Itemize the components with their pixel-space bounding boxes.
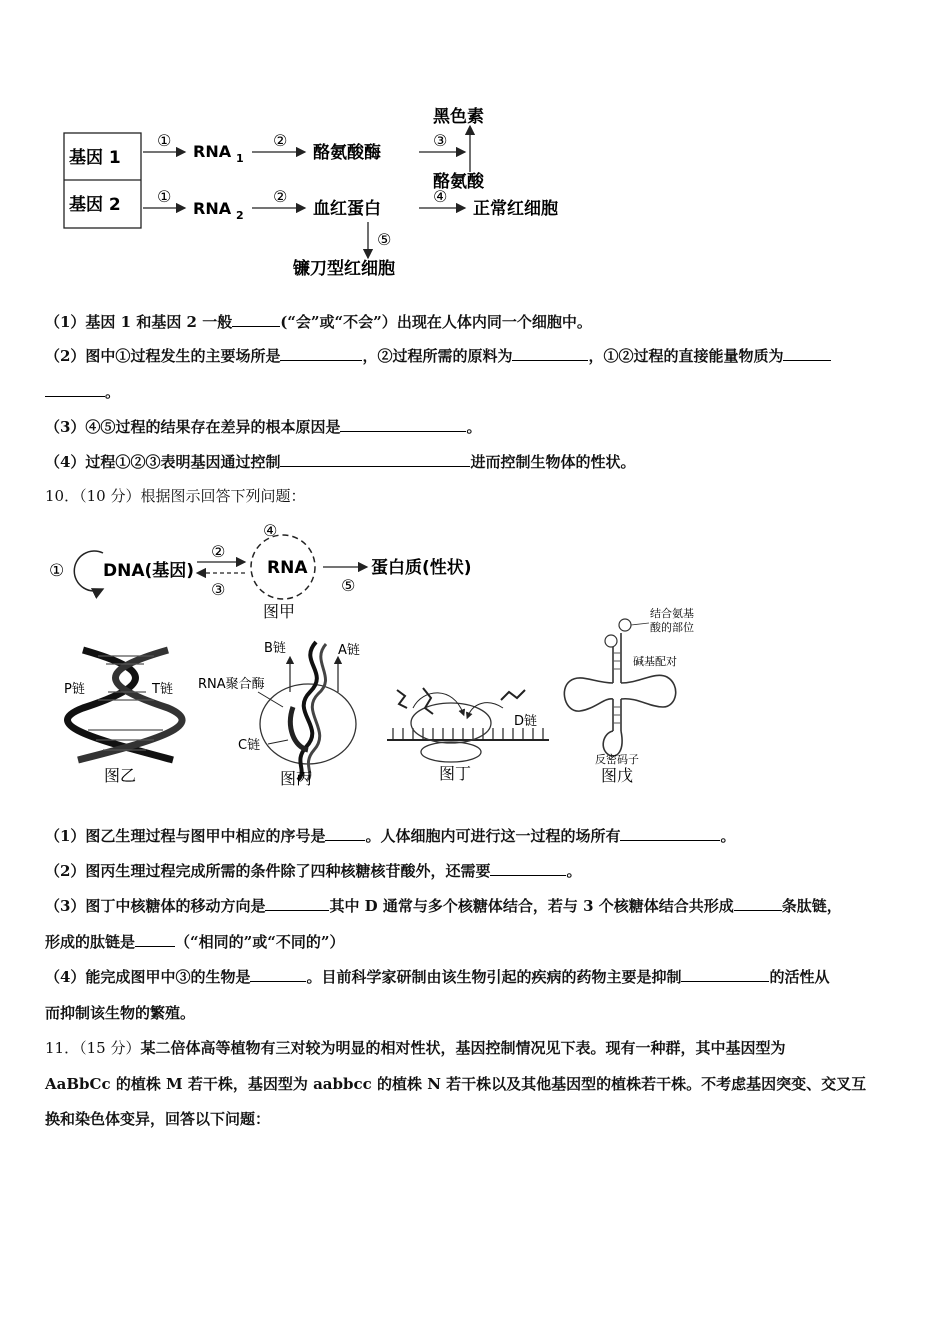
figure-ding	[383, 668, 553, 788]
fig-ding-d-chain: D链	[514, 714, 538, 729]
answer-blank[interactable]	[620, 826, 720, 841]
answer-blank[interactable]	[45, 382, 105, 397]
q9-part4: （4）过程①②③表明基因通过控制 进而控制生物体的性状。	[45, 453, 636, 471]
answer-blank[interactable]	[135, 932, 175, 947]
normal-rbc-label: 正常红细胞	[473, 199, 558, 219]
figure-wu	[555, 603, 715, 788]
sickle-rbc-label: 镰刀型红细胞	[293, 259, 395, 279]
q10-part4: （4）能完成图甲中③的生物是 。目前科学家研制由该生物引起的疾病的药物主要是抑制 的活性从	[45, 968, 830, 986]
fig-jia-c1: ①	[49, 561, 65, 581]
q9-part1: （1）基因 1 和基因 2 一般 (“会”或“不会”）出现在人体内同一个细胞中。	[45, 313, 592, 331]
fig-wu-caption: 图戊	[601, 766, 634, 785]
q10-part1: （1）图乙生理过程与图甲中相应的序号是 。人体细胞内可进行这一过程的场所有 。	[45, 827, 736, 845]
figure-jia	[45, 515, 495, 625]
fig-yi-t-chain: T链	[152, 682, 173, 697]
gene2-label: 基因 2	[69, 195, 121, 215]
fig-jia-caption: 图甲	[263, 602, 296, 621]
fig-jia-c2: ②	[211, 542, 226, 561]
fig-jia-c5: ⑤	[341, 576, 356, 595]
gene-expression-diagram	[55, 100, 615, 285]
trna-structure-icon	[564, 633, 675, 756]
fig-wu-site2: 酸的部位	[650, 621, 694, 634]
q10-part3: （3）图丁中核糖体的移动方向是 其中 D 通常与多个核糖体结合，若与 3 个核糖体结合共形成 条肽链，	[45, 897, 842, 915]
answer-blank[interactable]	[280, 452, 470, 467]
fig-ding-caption: 图丁	[439, 764, 472, 783]
fig-jia-protein: 蛋白质(性状)	[371, 558, 472, 578]
tyrosine-label: 酪氨酸	[433, 172, 484, 192]
fig-bing-caption: 图丙	[280, 769, 313, 788]
answer-blank[interactable]	[340, 417, 466, 432]
fig-bing-c-chain: C链	[238, 738, 261, 753]
step2-row2: ②	[273, 187, 288, 206]
answer-blank[interactable]	[250, 967, 306, 982]
q10-part2: （2）图丙生理过程完成所需的条件除了四种核糖核苷酸外，还需要 。	[45, 862, 582, 880]
melanin-label: 黑色素	[433, 107, 484, 127]
step3: ③	[433, 131, 448, 150]
fig-jia-c4: ④	[263, 521, 278, 540]
dna-helix-icon	[67, 650, 182, 760]
q10-part3-cont: 形成的肽链是 （“相同的”或“不同的”）	[45, 933, 345, 951]
step2-row1: ②	[273, 131, 288, 150]
fig-yi-caption: 图乙	[104, 766, 137, 785]
answer-blank[interactable]	[512, 346, 588, 361]
fig-yi-p-chain: P链	[64, 682, 85, 697]
gene1-label: 基因 1	[69, 148, 121, 168]
fig-bing-b-chain: B链	[264, 641, 286, 656]
fig-jia-dna: DNA(基因)	[103, 561, 195, 581]
rna2-sub: 2	[236, 209, 244, 222]
step5: ⑤	[377, 230, 392, 249]
answer-blank[interactable]	[232, 312, 280, 327]
q9-part2-cont: 。	[45, 382, 120, 402]
figure-yi	[58, 640, 198, 790]
fig-wu-anticodon: 反密码子	[595, 753, 639, 766]
step4: ④	[433, 187, 448, 206]
answer-blank[interactable]	[265, 896, 329, 911]
q11-line3: 换和染色体变异，回答以下问题：	[45, 1110, 271, 1128]
step1-row2: ①	[157, 187, 172, 206]
q10-header: 10．（10 分）根据图示回答下列问题：	[45, 487, 306, 505]
fig-wu-pair: 碱基配对	[633, 655, 677, 668]
answer-blank[interactable]	[280, 346, 362, 361]
answer-blank[interactable]	[325, 826, 365, 841]
answer-blank[interactable]	[783, 346, 831, 361]
q9-part3: （3）④⑤过程的结果存在差异的根本原因是 。	[45, 418, 482, 436]
answer-blank[interactable]	[681, 967, 769, 982]
q10-part4-cont: 而抑制该生物的繁殖。	[45, 1004, 196, 1022]
hemoglobin-label: 血红蛋白	[313, 199, 381, 219]
ribosome-icon	[411, 703, 491, 743]
fig-jia-c3: ③	[211, 580, 226, 599]
answer-blank[interactable]	[734, 896, 782, 911]
fig-bing-enzyme: RNA聚合酶	[198, 677, 265, 692]
rna1-sub: 1	[236, 152, 244, 165]
fig-jia-rna: RNA	[267, 558, 308, 578]
enzyme-label: 酪氨酸酶	[313, 143, 381, 163]
step1-row1: ①	[157, 131, 172, 150]
fig-wu-site1: 结合氨基	[650, 607, 694, 620]
rna1-label: RNA	[193, 142, 232, 161]
rna2-label: RNA	[193, 199, 232, 218]
trna-icon	[397, 688, 525, 714]
answer-blank[interactable]	[490, 861, 566, 876]
figure-bing	[198, 632, 383, 792]
q11-line2: AaBbCc 的植株 M 若干株，基因型为 aabbcc 的植株 N 若干株以及其他基因型的植株若干株。不考虑基因突变、交叉互	[45, 1075, 867, 1093]
q9-part2: （2）图中①过程发生的主要场所是 ，②过程所需的原料为 ，①②过程的直接能量物质为	[45, 346, 831, 366]
q11-line1: 11．（15 分）某二倍体高等植物有三对较为明显的相对性状，基因控制情况见下表。现有一种群，其中基因型为	[45, 1039, 786, 1057]
fig-bing-a-chain: A链	[338, 643, 360, 658]
